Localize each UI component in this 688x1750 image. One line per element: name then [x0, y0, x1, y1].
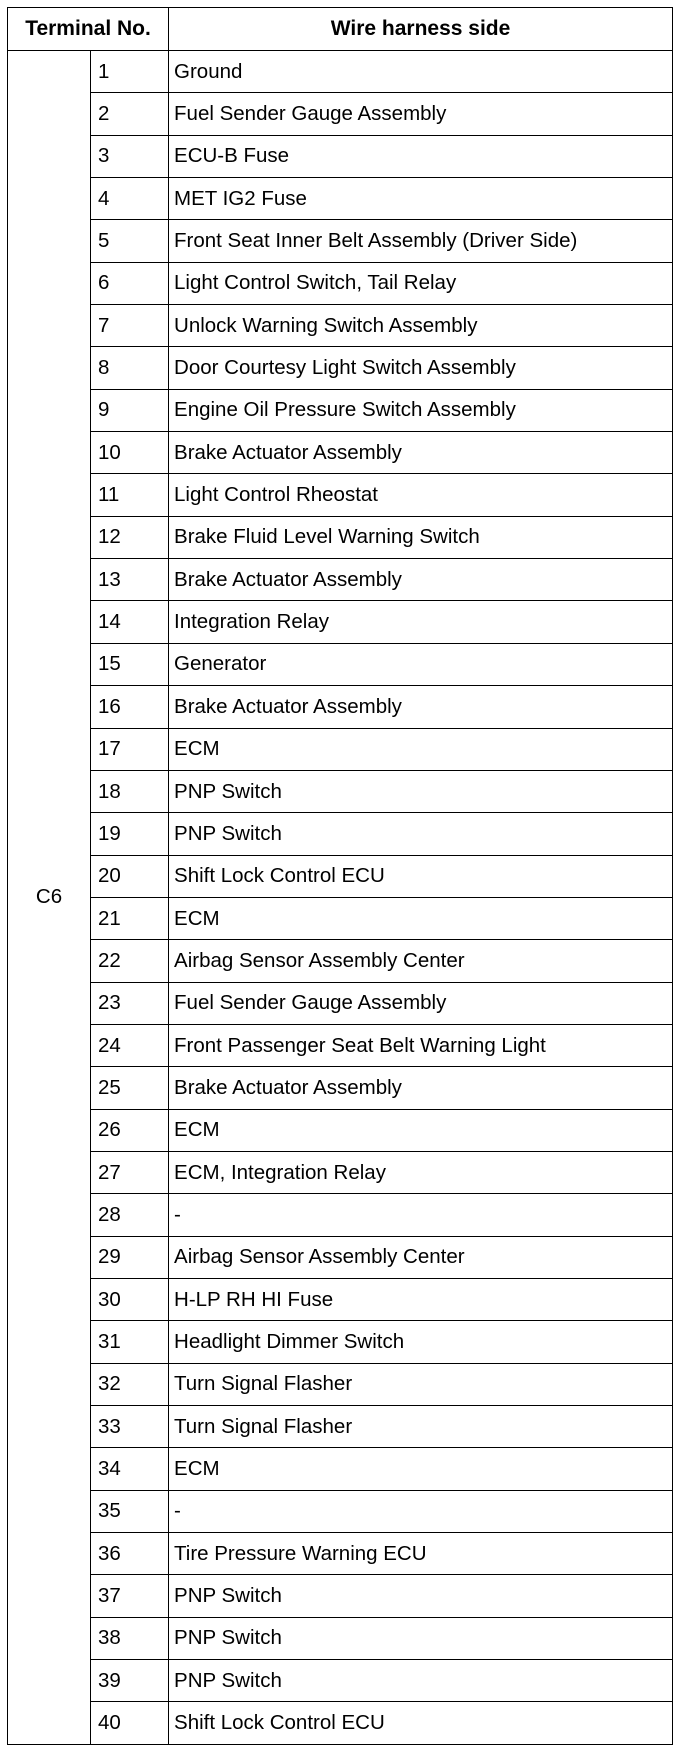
table-row: [8, 897, 673, 939]
wire-harness-description: Airbag Sensor Assembly Center: [169, 1236, 673, 1278]
pin-number: 20: [91, 855, 169, 897]
wire-harness-description: Turn Signal Flasher: [169, 1363, 673, 1405]
table-row: [8, 1702, 673, 1744]
pin-number: 26: [91, 1109, 169, 1151]
pin-number: 19: [91, 813, 169, 855]
table-row: [8, 1660, 673, 1702]
pin-number: 31: [91, 1321, 169, 1363]
table-row: [8, 940, 673, 982]
pin-number: 23: [91, 982, 169, 1024]
table-row: [8, 1490, 673, 1532]
wire-harness-description: Shift Lock Control ECU: [169, 1702, 673, 1744]
table-row: [8, 559, 673, 601]
table-row: [8, 51, 673, 93]
wire-harness-description: Integration Relay: [169, 601, 673, 643]
pin-number: 16: [91, 686, 169, 728]
pin-number: 25: [91, 1067, 169, 1109]
wire-harness-description: Turn Signal Flasher: [169, 1406, 673, 1448]
pin-number: 39: [91, 1660, 169, 1702]
wire-harness-description: Shift Lock Control ECU: [169, 855, 673, 897]
table-row: [8, 643, 673, 685]
table-row: [8, 135, 673, 177]
wire-harness-description: Light Control Rheostat: [169, 474, 673, 516]
pin-number: 34: [91, 1448, 169, 1490]
table-row: [8, 1151, 673, 1193]
pin-number: 6: [91, 262, 169, 304]
wire-harness-description: Light Control Switch, Tail Relay: [169, 262, 673, 304]
table-body: [8, 51, 673, 1745]
table-row: [8, 1617, 673, 1659]
wire-harness-description: Door Courtesy Light Switch Assembly: [169, 347, 673, 389]
table-row: [8, 1194, 673, 1236]
pin-number: 18: [91, 770, 169, 812]
table-row: [8, 1067, 673, 1109]
wire-harness-description: Fuel Sender Gauge Assembly: [169, 93, 673, 135]
pin-number: 22: [91, 940, 169, 982]
wire-harness-description: Brake Actuator Assembly: [169, 686, 673, 728]
table-row: [8, 1363, 673, 1405]
table-row: [8, 855, 673, 897]
pin-number: 33: [91, 1406, 169, 1448]
wire-harness-description: Ground: [169, 51, 673, 93]
wire-harness-description: PNP Switch: [169, 1617, 673, 1659]
table-row: [8, 1321, 673, 1363]
pin-number: 15: [91, 643, 169, 685]
table-row: [8, 389, 673, 431]
pin-number: 3: [91, 135, 169, 177]
wire-harness-description: Brake Fluid Level Warning Switch: [169, 516, 673, 558]
table-row: [8, 262, 673, 304]
table-row: [8, 982, 673, 1024]
pin-number: 21: [91, 897, 169, 939]
pin-number: 27: [91, 1151, 169, 1193]
pin-number: 7: [91, 305, 169, 347]
pin-number: 10: [91, 432, 169, 474]
pin-number: 5: [91, 220, 169, 262]
table-row: [8, 813, 673, 855]
pin-number: 4: [91, 178, 169, 220]
wire-harness-description: PNP Switch: [169, 813, 673, 855]
pin-number: 32: [91, 1363, 169, 1405]
wire-harness-description: ECM: [169, 1448, 673, 1490]
wire-harness-description: Front Seat Inner Belt Assembly (Driver Side): [169, 220, 673, 262]
table-row: [8, 93, 673, 135]
terminal-table: [7, 7, 673, 1745]
wire-harness-description: ECM: [169, 897, 673, 939]
wire-harness-description: PNP Switch: [169, 770, 673, 812]
pin-number: 24: [91, 1024, 169, 1066]
wire-harness-description: Generator: [169, 643, 673, 685]
table-row: [8, 1109, 673, 1151]
pin-number: 8: [91, 347, 169, 389]
wire-harness-description: Brake Actuator Assembly: [169, 559, 673, 601]
pin-number: 38: [91, 1617, 169, 1659]
wire-harness-description: ECM: [169, 728, 673, 770]
wire-harness-description: PNP Switch: [169, 1660, 673, 1702]
wire-harness-description: Brake Actuator Assembly: [169, 432, 673, 474]
pin-number: 40: [91, 1702, 169, 1744]
pin-number: 36: [91, 1533, 169, 1575]
pin-number: 29: [91, 1236, 169, 1278]
table-row: [8, 1236, 673, 1278]
pin-number: 37: [91, 1575, 169, 1617]
wire-harness-description: Unlock Warning Switch Assembly: [169, 305, 673, 347]
table-row: [8, 1406, 673, 1448]
table-row: [8, 601, 673, 643]
table-row: [8, 474, 673, 516]
wire-harness-description: ECU-B Fuse: [169, 135, 673, 177]
wire-harness-description: -: [169, 1194, 673, 1236]
table-row: [8, 347, 673, 389]
pin-number: 1: [91, 51, 169, 93]
header-terminal-no: Terminal No.: [8, 8, 169, 51]
pin-number: 35: [91, 1490, 169, 1532]
table-header-row: [8, 8, 673, 51]
pin-number: 14: [91, 601, 169, 643]
wire-harness-description: PNP Switch: [169, 1575, 673, 1617]
table-row: [8, 1575, 673, 1617]
table-row: [8, 220, 673, 262]
table-row: [8, 305, 673, 347]
table-row: [8, 1533, 673, 1575]
pin-number: 30: [91, 1278, 169, 1320]
pin-number: 11: [91, 474, 169, 516]
table-row: [8, 728, 673, 770]
table-row: [8, 1278, 673, 1320]
pin-number: 28: [91, 1194, 169, 1236]
wire-harness-description: Airbag Sensor Assembly Center: [169, 940, 673, 982]
wire-harness-description: ECM: [169, 1109, 673, 1151]
table-row: [8, 1448, 673, 1490]
pin-number: 9: [91, 389, 169, 431]
pin-number: 13: [91, 559, 169, 601]
pin-number: 12: [91, 516, 169, 558]
table-row: [8, 770, 673, 812]
wire-harness-description: -: [169, 1490, 673, 1532]
connector-label: C6: [8, 51, 91, 1745]
wire-harness-description: Fuel Sender Gauge Assembly: [169, 982, 673, 1024]
wire-harness-description: Tire Pressure Warning ECU: [169, 1533, 673, 1575]
table-row: [8, 516, 673, 558]
pin-number: 2: [91, 93, 169, 135]
wire-harness-description: Engine Oil Pressure Switch Assembly: [169, 389, 673, 431]
wire-harness-description: Headlight Dimmer Switch: [169, 1321, 673, 1363]
table-row: [8, 1024, 673, 1066]
wire-harness-description: ECM, Integration Relay: [169, 1151, 673, 1193]
wire-harness-description: H-LP RH HI Fuse: [169, 1278, 673, 1320]
header-wire-harness-side: Wire harness side: [169, 8, 673, 51]
wire-harness-description: Brake Actuator Assembly: [169, 1067, 673, 1109]
wire-harness-description: MET IG2 Fuse: [169, 178, 673, 220]
wire-harness-description: Front Passenger Seat Belt Warning Light: [169, 1024, 673, 1066]
table-row: [8, 686, 673, 728]
table-row: [8, 178, 673, 220]
pin-number: 17: [91, 728, 169, 770]
table-row: [8, 432, 673, 474]
